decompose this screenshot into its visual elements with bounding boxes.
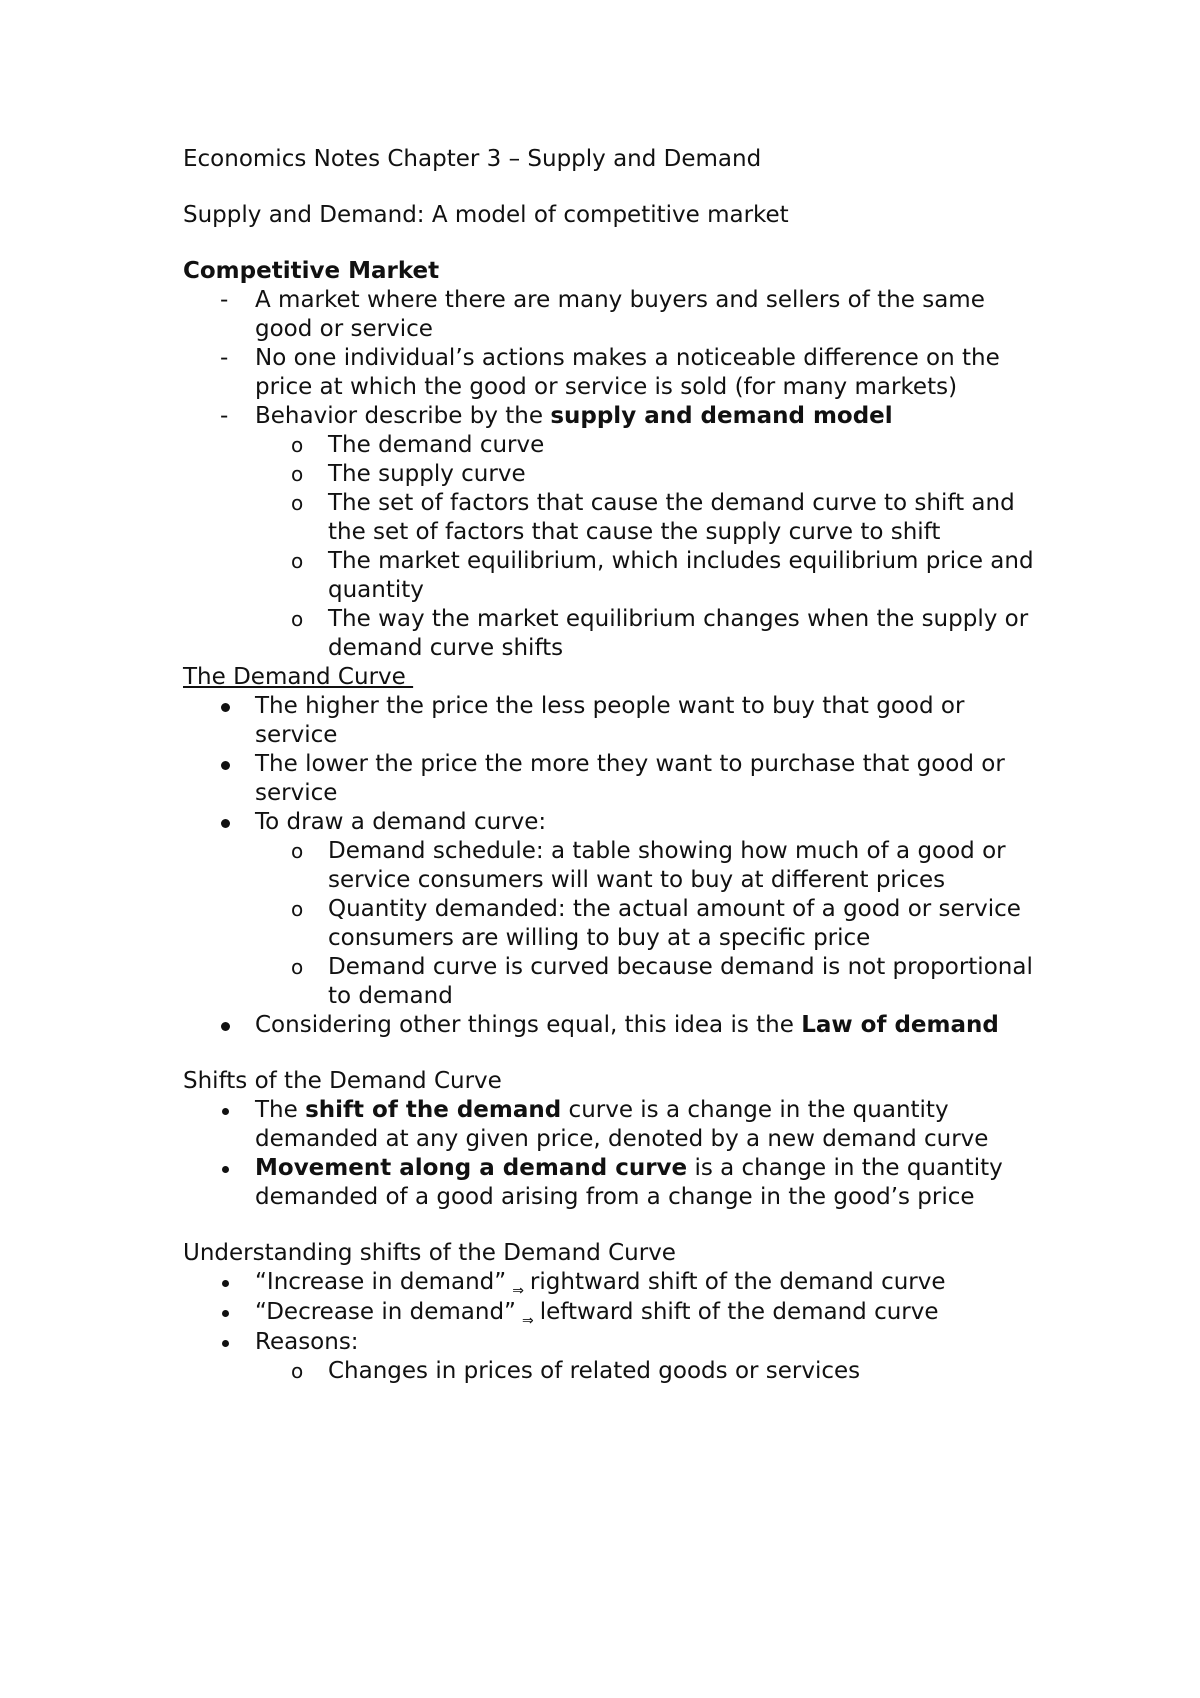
bullet-icon [222,1280,229,1287]
bullet-icon [222,1108,229,1115]
bullet-icon [221,819,230,828]
bullet-item-bold-text: Law of demand [801,1012,999,1038]
list-item-text: No one individual’s actions makes a noticeable difference on the price at which the good or service is sold (for many markets) [255,345,1000,400]
bullet-item [183,1154,1043,1212]
bullet-item-text: Considering other things equal, this idea is the [255,1012,802,1038]
sub-list-item-text: The market equilibrium, which includes equilibrium price and quantity [328,548,1034,603]
bullet-icon [221,703,230,712]
sub-list-item-text: Changes in prices of related goods or services [328,1358,861,1384]
sub-list-item-text: The set of factors that cause the demand curve to shift and the set of factors that cause the supply curve to shift [328,490,1015,545]
bullet-item-text: The higher the price the less people want to buy that good or service [255,693,965,748]
bullet-icon [221,761,230,770]
dash-marker: - [220,287,229,313]
sub-list-item [183,1357,1043,1386]
sub-list-item-text: The supply curve [328,461,526,487]
bullet-item-text: The [255,1097,306,1123]
sub-list-item [183,953,1043,1011]
circle-marker: o [291,491,304,515]
circle-marker: o [291,897,304,921]
sub-list-item-text: The demand curve [328,432,545,458]
list-item [183,344,1043,402]
list-item-bold-text: supply and demand model [550,403,893,429]
section-heading-understanding-shifts: Understanding shifts of the Demand Curve [183,1240,676,1266]
document-subtitle: Supply and Demand: A model of competitive market [183,202,789,228]
bullet-item-text: Reasons: [255,1329,359,1355]
bullet-icon [222,1340,229,1347]
sub-list-item [183,837,1043,895]
sub-list-item-text: Quantity demanded: the actual amount of a good or service consumers are willing to buy at a specific price [328,896,1021,951]
bullet-item-text: curve is a change in the quantity demanded at any given price, denoted by a new demand curve [255,1097,989,1152]
dash-marker: - [220,403,229,429]
sub-list-item [183,547,1043,605]
circle-marker: o [291,462,304,486]
bullet-item [183,1096,1043,1154]
bullet-item-text: The lower the price the more they want to purchase that good or service [255,751,1005,806]
document-page [183,145,1043,1386]
circle-marker: o [291,955,304,979]
bullet-item [183,1328,1043,1357]
bullet-icon [221,1022,230,1031]
sub-list-item [183,895,1043,953]
circle-marker: o [291,839,304,863]
bullet-item-text: rightward shift of the demand curve [529,1269,946,1295]
bullet-item-bold-text: Movement along a demand curve [255,1155,688,1181]
bullet-item-bold-text: shift of the demand [305,1097,562,1123]
list-item-text: Behavior describe by the [255,403,551,429]
bullet-item-text: To draw a demand curve: [255,809,547,835]
bullet-item [183,750,1043,808]
section-heading-demand-curve: The Demand Curve [183,664,414,690]
bullet-item [183,808,1043,837]
circle-marker: o [291,1359,304,1383]
bullet-item [183,1298,1043,1328]
bullet-item-text: is a change in the quantity demanded of a good arising from a change in the good’s price [255,1155,1003,1210]
bullet-item-text: “Increase in demand” [255,1269,507,1295]
sub-list-item [183,460,1043,489]
sub-list-item-text: The way the market equilibrium changes when the supply or demand curve shifts [328,606,1029,661]
circle-marker: o [291,607,304,631]
bullet-item-text: leftward shift of the demand curve [539,1299,939,1325]
bullet-item-text: “Decrease in demand” [255,1299,516,1325]
section-heading-competitive-market: Competitive Market [183,258,440,284]
list-item [183,402,1043,431]
bullet-icon [222,1310,229,1317]
sub-list-item [183,605,1043,663]
sub-list-item [183,431,1043,460]
list-item [183,286,1043,344]
arrow-icon: ⇒ [512,1283,524,1299]
document-title: Economics Notes Chapter 3 – Supply and Demand [183,146,762,172]
sub-list-item [183,489,1043,547]
circle-marker: o [291,433,304,457]
bullet-item [183,1011,1043,1040]
section-heading-shifts: Shifts of the Demand Curve [183,1068,502,1094]
bullet-item [183,692,1043,750]
sub-list-item-text: Demand schedule: a table showing how much of a good or service consumers will want to buy at different prices [328,838,1006,893]
bullet-item [183,1268,1043,1298]
arrow-icon: ⇒ [521,1313,534,1329]
list-item-text: A market where there are many buyers and sellers of the same good or service [255,287,985,342]
bullet-icon [222,1166,229,1173]
circle-marker: o [291,549,304,573]
dash-marker: - [220,345,229,371]
sub-list-item-text: Demand curve is curved because demand is not proportional to demand [328,954,1033,1009]
